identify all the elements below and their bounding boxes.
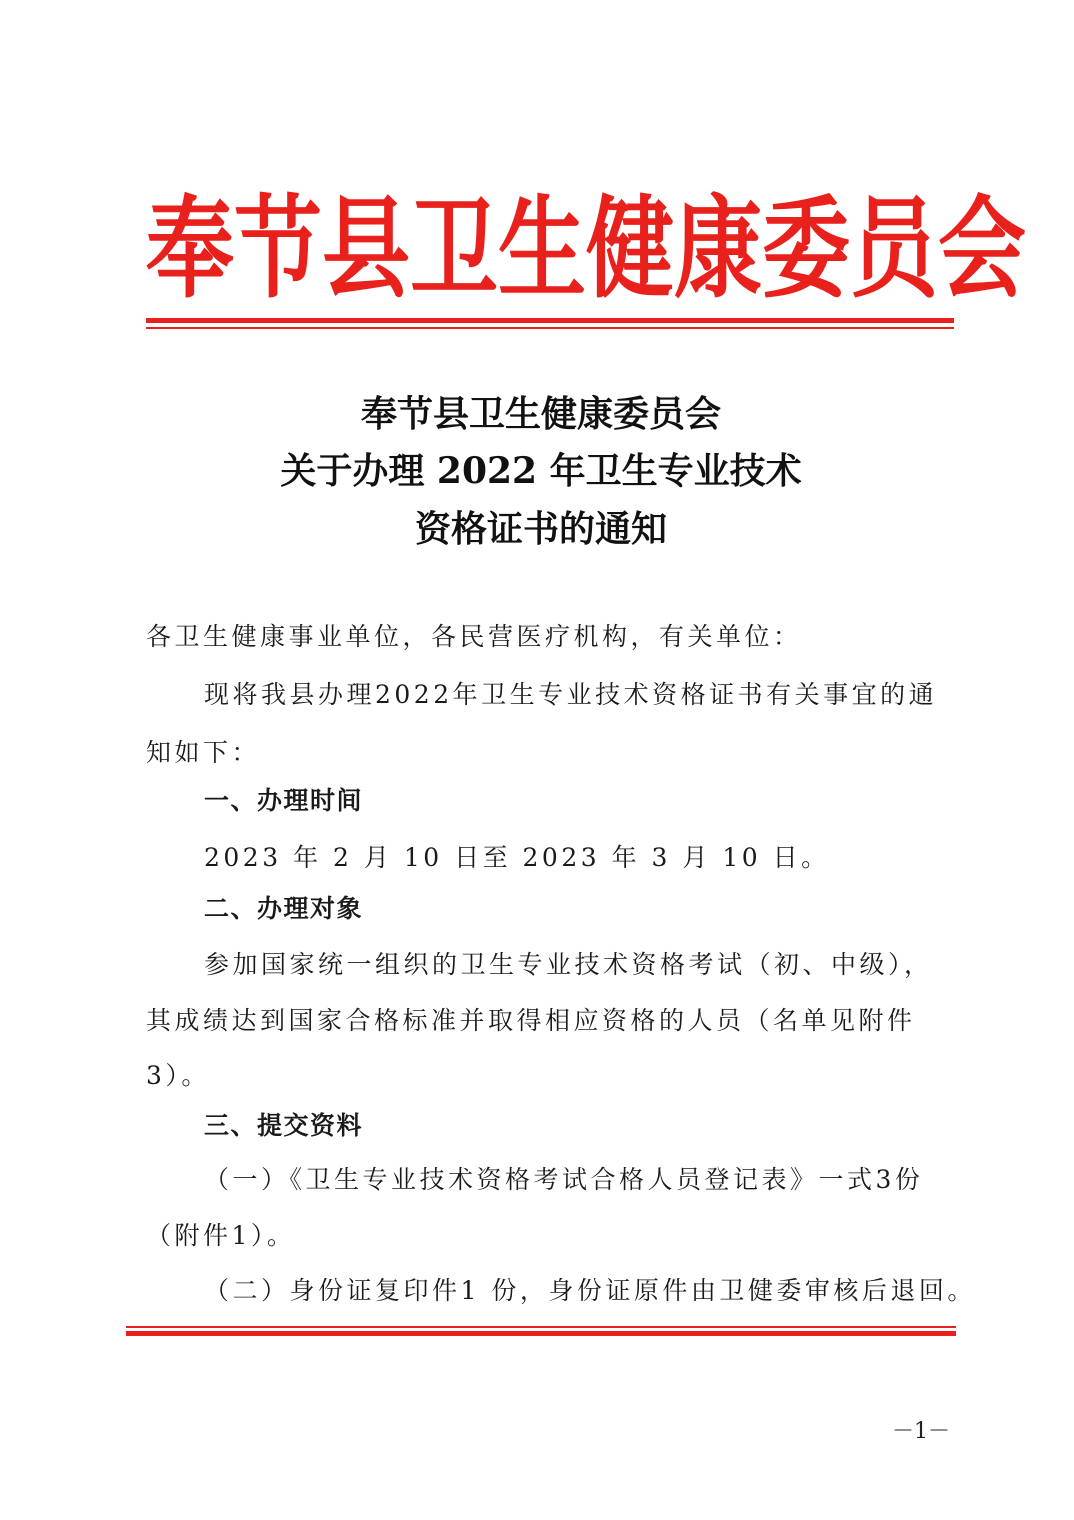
document-title-line-3: 资格证书的通知 — [414, 508, 667, 550]
masthead-org-name: 奉节县卫生健康委员会 — [146, 183, 1027, 313]
masthead-rule-thin — [146, 327, 954, 329]
footer-rule-thin — [126, 1326, 956, 1328]
section-2-line-3: 3）。 — [146, 1061, 210, 1090]
footer-rule-thick — [126, 1331, 956, 1336]
section-3-item-1-line-1: （一）《卫生专业技术资格考试合格人员登记表》一式3份 — [204, 1165, 924, 1194]
section-3-item-2-line-1: （二）身份证复印件1 份，身份证原件由卫健委审核后退回。 — [204, 1276, 976, 1305]
intro-line-1: 现将我县办理2022年卫生专业技术资格证书有关事宜的通 — [204, 680, 938, 709]
section-1-text: 2023 年 2 月 10 日至 2023 年 3 月 10 日。 — [204, 843, 830, 872]
page-number: －1－ — [892, 1419, 950, 1444]
intro-line-2: 知如下： — [146, 738, 261, 767]
section-1-heading: 一、办理时间 — [204, 786, 364, 815]
section-2-heading: 二、办理对象 — [204, 894, 364, 923]
section-2-line-2: 其成绩达到国家合格标准并取得相应资格的人员（名单见附件 — [146, 1006, 916, 1035]
section-2-line-1: 参加国家统一组织的卫生专业技术资格考试（初、中级）， — [204, 950, 933, 979]
document-title-line-2: 关于办理 2022 年卫生专业技术 — [280, 450, 802, 492]
addressee: 各卫生健康事业单位，各民营医疗机构，有关单位： — [146, 622, 802, 651]
masthead-rule-thick — [146, 318, 954, 323]
document-title-line-1: 奉节县卫生健康委员会 — [360, 393, 721, 435]
section-3-item-1-line-2: （附件1）。 — [146, 1221, 296, 1250]
section-3-heading: 三、提交资料 — [204, 1111, 364, 1140]
